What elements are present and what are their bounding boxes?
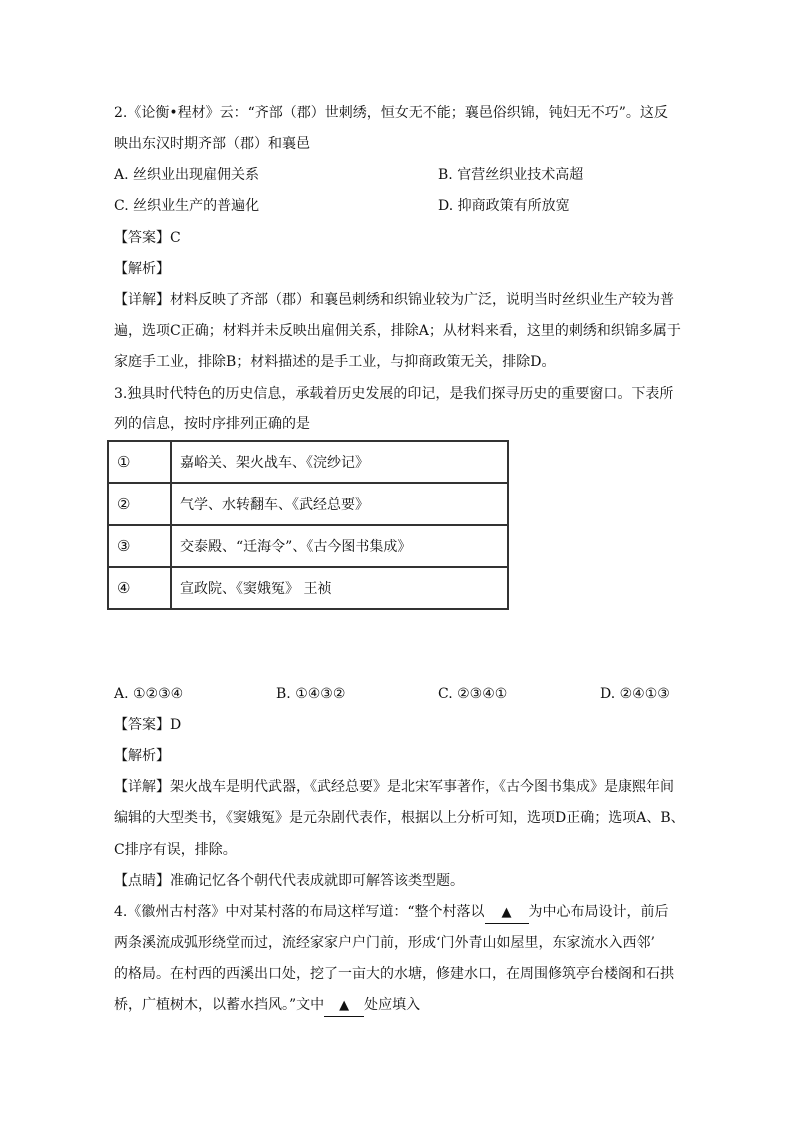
q2-option-d: D. 抑商政策有所放宽: [438, 198, 570, 214]
q3-stem-line2: 列的信息，按时序排列正确的是: [114, 416, 310, 432]
table-row: [108, 567, 508, 609]
q4-line1-part1: 4.《徽州古村落》中对某村落的布局这样写道：“整个村落以: [114, 904, 485, 920]
table-row: [108, 441, 508, 483]
triangle-icon: ▲: [501, 905, 512, 920]
q3-detail-line3: C排序有误，排除。: [114, 842, 237, 858]
q4-line4-part1: 桥，广植树木，以蓄水挡风。”文中: [114, 997, 325, 1013]
row-number: ③: [108, 525, 171, 567]
q3-comment: 【点睛】准确记忆各个朝代代表成就即可解答该类型题。: [114, 873, 464, 889]
q4-stem-line2: 两条溪流成弧形绕堂而过，流经家家户户门前，形成‘门外青山如屋里，东家流水入西邻’: [114, 935, 655, 951]
triangle-icon: ▲: [339, 998, 350, 1013]
row-text: 嘉峪关、架火战车、《浣纱记》: [171, 441, 508, 483]
fill-in-blank: [324, 995, 364, 1017]
table-row: [108, 483, 508, 525]
table-row: [108, 525, 508, 567]
q3-stem-line1: 3.独具时代特色的历史信息，承载着历史发展的印记，是我们探寻历史的重要窗口。下表所: [114, 386, 674, 402]
q2-stem-line2: 映出东汉时期齐部（郡）和襄邑: [114, 136, 310, 152]
row-text: 气学、水转翻车、《武经总要》: [171, 483, 508, 525]
q2-detail-line2: 遍，选项C正确；材料并未反映出雇佣关系，排除A；从材料来看，这里的刺绣和织锦多属于: [114, 323, 681, 339]
q2-answer: 【答案】C: [114, 230, 181, 246]
q4-line4-part2: 处应填入: [364, 997, 421, 1013]
q3-option-b: B. ①④③②: [276, 686, 346, 702]
q2-option-b: B. 官营丝织业技术高超: [438, 167, 584, 183]
q4-stem-line1: [114, 902, 669, 924]
q4-stem-line3: 的格局。在村西的西溪出口处，挖了一亩大的水塘，修建水口，在周围修筑亭台楼阁和石拱: [114, 966, 674, 982]
q2-option-c: C. 丝织业生产的普遍化: [114, 198, 260, 214]
row-number: ②: [108, 483, 171, 525]
row-text: 交泰殿、“迁海令”、《古今图书集成》: [171, 525, 508, 567]
q4-line1-part2: 为中心布局设计，前后: [528, 904, 669, 920]
row-number: ④: [108, 567, 171, 609]
row-number: ①: [108, 441, 171, 483]
q3-option-d: D. ②④①③: [600, 686, 670, 702]
q3-detail-line2: 编辑的大型类书，《窦娥冤》是元杂剧代表作，根据以上分析可知，选项D正确；选项A、B、: [114, 810, 685, 826]
q2-detail-line1: 【详解】材料反映了齐部（郡）和襄邑刺绣和织锦业较为广泛，说明当时丝织业生产较为普: [114, 292, 674, 308]
q3-detail-line1: 【详解】架火战车是明代武器，《武经总要》是北宋军事著作，《古今图书集成》是康熙年间: [114, 779, 674, 795]
fill-in-blank: [485, 902, 529, 924]
q3-info-table: [107, 440, 509, 610]
q3-option-c: C. ②③④①: [438, 686, 508, 702]
q2-option-a: A. 丝织业出现雇佣关系: [114, 167, 260, 183]
q2-stem-line1: 2.《论衡•程材》云：“齐部（郡）世刺绣，恒女无不能；襄邑俗织锦，钝妇无不巧”。这反: [114, 105, 668, 121]
q2-analysis-heading: 【解析】: [114, 261, 170, 277]
q2-detail-line3: 家庭手工业，排除B；材料描述的是手工业，与抑商政策无关，排除D。: [114, 354, 556, 370]
q3-answer: 【答案】D: [114, 717, 182, 733]
row-text: 宣政院、《窦娥冤》 王祯: [171, 567, 508, 609]
q3-analysis-heading: 【解析】: [114, 748, 170, 764]
q4-stem-line4: [114, 995, 420, 1017]
q3-option-a: A. ①②③④: [114, 686, 184, 702]
